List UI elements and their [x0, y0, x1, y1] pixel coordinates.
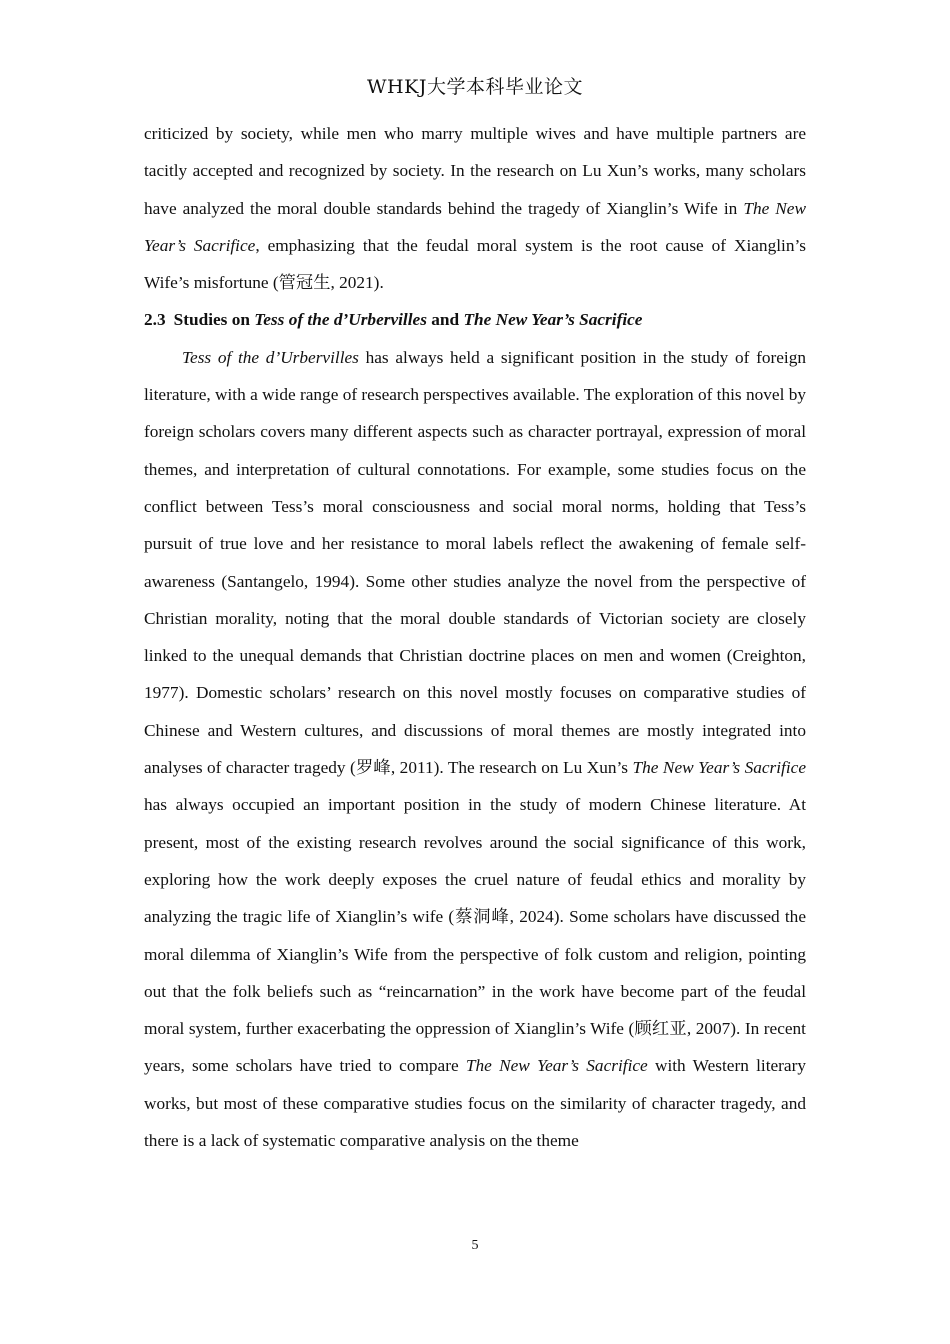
heading-work-title: The New Year’s Sacrifice: [463, 310, 643, 330]
work-title-italic: The New Year’s Sacrifice: [465, 1056, 648, 1076]
paragraph-continued: [144, 115, 806, 301]
text-run: , emphasizing that the feudal moral system is the root cause of Xianglin’s Wife’s misfortune (管冠生, 2021).: [144, 235, 806, 293]
text-run: with Western literary works, but most of these comparative studies focus on the similarity of character tragedy, and there is a lack of systematic comparative analysis on the theme: [144, 1056, 806, 1151]
work-title-italic: The New Year’s Sacrifice: [632, 758, 806, 778]
paragraph-studies: [144, 339, 806, 1160]
heading-text: and: [426, 310, 464, 330]
text-run: criticized by society, while men who marry multiple wives and have multiple partners are tacitly accepted and recognized by society. In the research on Lu Xun’s works, many scholars have analyzed the moral double standards behind the tragedy of Xianglin’s Wife in: [144, 124, 806, 218]
work-title-italic: Tess of the d’Urbervilles: [182, 347, 359, 367]
heading-work-title: Tess of the d’Urbervilles: [254, 310, 427, 330]
page-number: 5: [471, 1238, 479, 1253]
text-run: has always occupied an important position in the study of modern Chinese literature. At present, most of the existing research revolves around the social significance of this work, exploring how the work deeply exposes the cruel nature of feudal ethics and morality by analyzing the tragic life of Xianglin’s wife (蔡洞峰, 2024). Some scholars have discussed the moral dilemma of Xianglin’s Wife from the perspective of folk custom and religion, pointing out that the folk beliefs such as “reincarnation” in the work have become part of the feudal moral system, further exacerbating the oppression of Xianglin’s Wife (顾红亚, 2007). In recent years, some scholars have tried to compare: [144, 795, 806, 1076]
text-run: has always held a significant position in the study of foreign literature, with a wide range of research perspectives available. The exploration of this novel by foreign scholars covers many different aspects such as character portrayal, expression of moral themes, and interpretation of cultural connotations. For example, some studies focus on the conflict between Tess’s moral consciousness and social moral norms, holding that Tess’s pursuit of true love and her resistance to moral labels reflect the awakening of female self-awareness (Santangelo, 1994). Some other studies analyze the novel from the perspective of Christian morality, noting that the moral double standards of Victorian society are closely linked to the unequal demands that Christian doctrine places on men and women (Creighton, 1977). Domestic scholars’ research on this novel mostly focuses on comparative studies of Chinese and Western cultures, and discussions of moral themes are mostly integrated into analyses of character tragedy (罗峰, 2011). The research on Lu Xun’s: [144, 347, 806, 778]
body-text: [144, 115, 806, 1159]
work-title-italic: The New Year’s Sacrifice: [144, 198, 806, 255]
section-number: 2.3: [144, 310, 166, 330]
section-heading: [144, 301, 806, 338]
running-header: WHKJ大学本科毕业论文: [367, 76, 583, 98]
heading-text: Studies on: [173, 310, 255, 330]
